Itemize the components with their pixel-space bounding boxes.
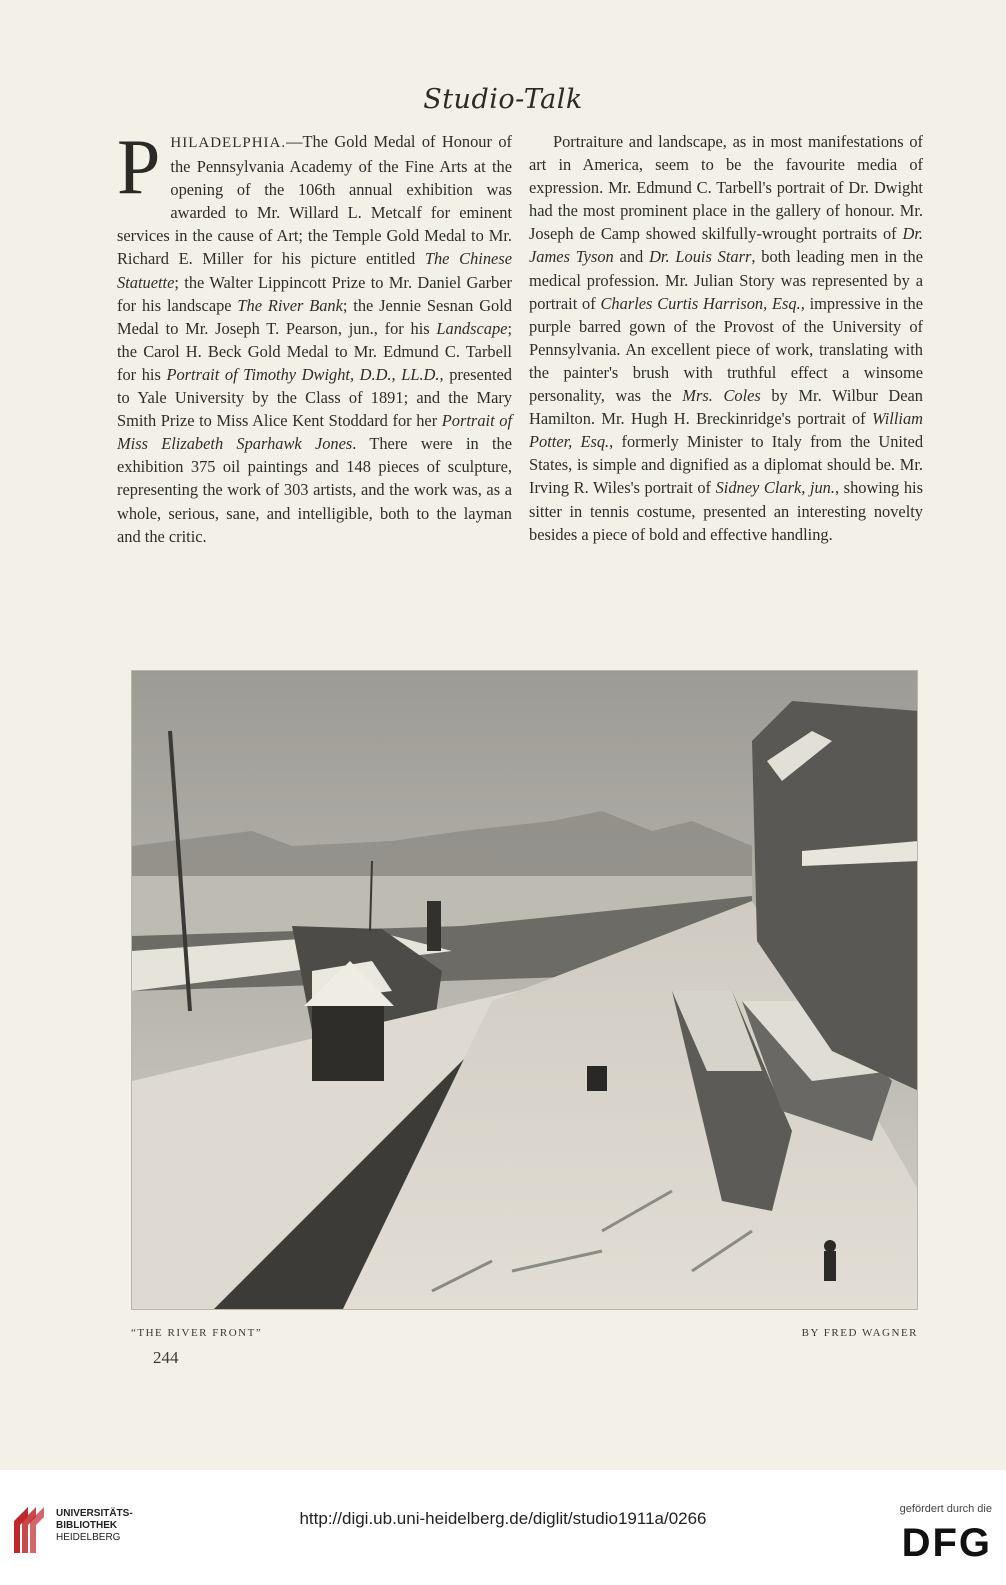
left_column-segment: —The Gold Medal of Honour of the Pennsylvania Academy of the Fine Arts at the opening of the 106th annual exhibition was awarded to Mr. Willard L. Metcalf for eminent services in the cause of Art; the Temple Gold Medal to Mr. Richard E. Miller for his picture entitled xyxy=(117,132,512,269)
right_column-segment: Sidney Clark, jun. xyxy=(715,478,835,498)
right_column-segment: , both leading men in the medical profession. Mr. Julian Story was represented by a portrait of xyxy=(529,247,923,313)
right_column-segment: and xyxy=(613,247,650,267)
right_column-segment: , impressive in the purple barred gown of the Provost of the University of Pennsylvania. An excellent piece of work, translating with the painter's brush with truthful effect a winsome personality, was the xyxy=(529,293,923,406)
right-paragraph xyxy=(529,130,923,546)
right-column xyxy=(529,130,923,546)
library-name: UNIVERSITÄTS- BIBLIOTHEK HEIDELBERG xyxy=(56,1508,133,1543)
dfg-logo: DFG xyxy=(901,1521,992,1565)
right_column-segment: Portraiture and landscape, as in most manifestations of art in America, seem to be the favourite media of expression. Mr. Edmund C. Tarbell's portrait of Dr. Dwight had the most prominent place in the gallery of honour. Mr. Joseph de Camp showed skilfully-wrought portraits of xyxy=(529,132,923,244)
left_column-segment: ; the Carol H. Beck Gold Medal to Mr. Edmund C. Tarbell for his xyxy=(117,318,512,384)
page-number: 244 xyxy=(153,1348,179,1367)
river-front-painting xyxy=(132,671,918,1310)
left_column-segment: The River Bank xyxy=(237,295,343,315)
caption-title: “THE RIVER FRONT” xyxy=(131,1327,263,1339)
right_column-segment: William Potter, Esq. xyxy=(529,409,923,452)
right_column-segment: Dr. Louis Starr xyxy=(649,247,752,267)
left_column-segment: Portrait of Timothy Dwight, D.D., LL.D. xyxy=(166,364,440,384)
left_column-segment: HILADELPHIA. xyxy=(170,135,287,151)
left_column-segment: The Chinese Statuette xyxy=(117,249,512,292)
left_column-segment: ; the Walter Lippincott Prize to Mr. Daniel Garber for his landscape xyxy=(117,272,512,315)
left-column xyxy=(117,123,513,548)
left_column-segment: , presented to Yale University by the Class of 1891; and the Mary Smith Prize to Miss Alice Kent Stoddard for her xyxy=(117,364,513,431)
right_column-segment: , formerly Minister to Italy from the United States, is simple and dignified as a diplomat should be. Mr. Irving R. Wiles's portrait of xyxy=(529,432,924,498)
caption-artist: BY FRED WAGNER xyxy=(801,1327,918,1339)
right_column-segment: Charles Curtis Harrison, Esq. xyxy=(600,293,801,313)
right_column-segment: , showing his sitter in tennis costume, presented an interesting novelty besides a piece of bold and effective handling. xyxy=(529,478,923,544)
painting-image xyxy=(131,670,918,1310)
running-head: Studio-Talk xyxy=(423,84,583,115)
right_column-segment: Mrs. Coles xyxy=(682,386,761,406)
right_column-segment: by Mr. Wilbur Dean Hamilton. Mr. Hugh H. Breckinridge's portrait of xyxy=(529,386,923,429)
funding-note: gefördert durch die xyxy=(899,1503,992,1515)
right_column-segment: Dr. James Tyson xyxy=(529,224,923,267)
left_column-segment: ; the Jennie Sesnan Gold Medal to Mr. Joseph T. Pearson, jun., for his xyxy=(117,295,512,338)
left_column-segment: Portrait of Miss Elizabeth Sparhawk Jones xyxy=(117,411,512,454)
left-paragraph xyxy=(117,123,513,548)
left_column-segment: Landscape xyxy=(436,318,508,338)
left_column-segment: . There were in the exhibition 375 oil paintings and 148 pieces of sculpture, representing the work of 303 artists, and the work was, as a whole, serious, sane, and intelligible, both to the layman and the critic. xyxy=(117,434,512,546)
source-url-link[interactable]: http://digi.ub.uni-heidelberg.de/diglit/studio1911a/0266 xyxy=(299,1509,707,1528)
drop-cap: P xyxy=(117,123,161,210)
